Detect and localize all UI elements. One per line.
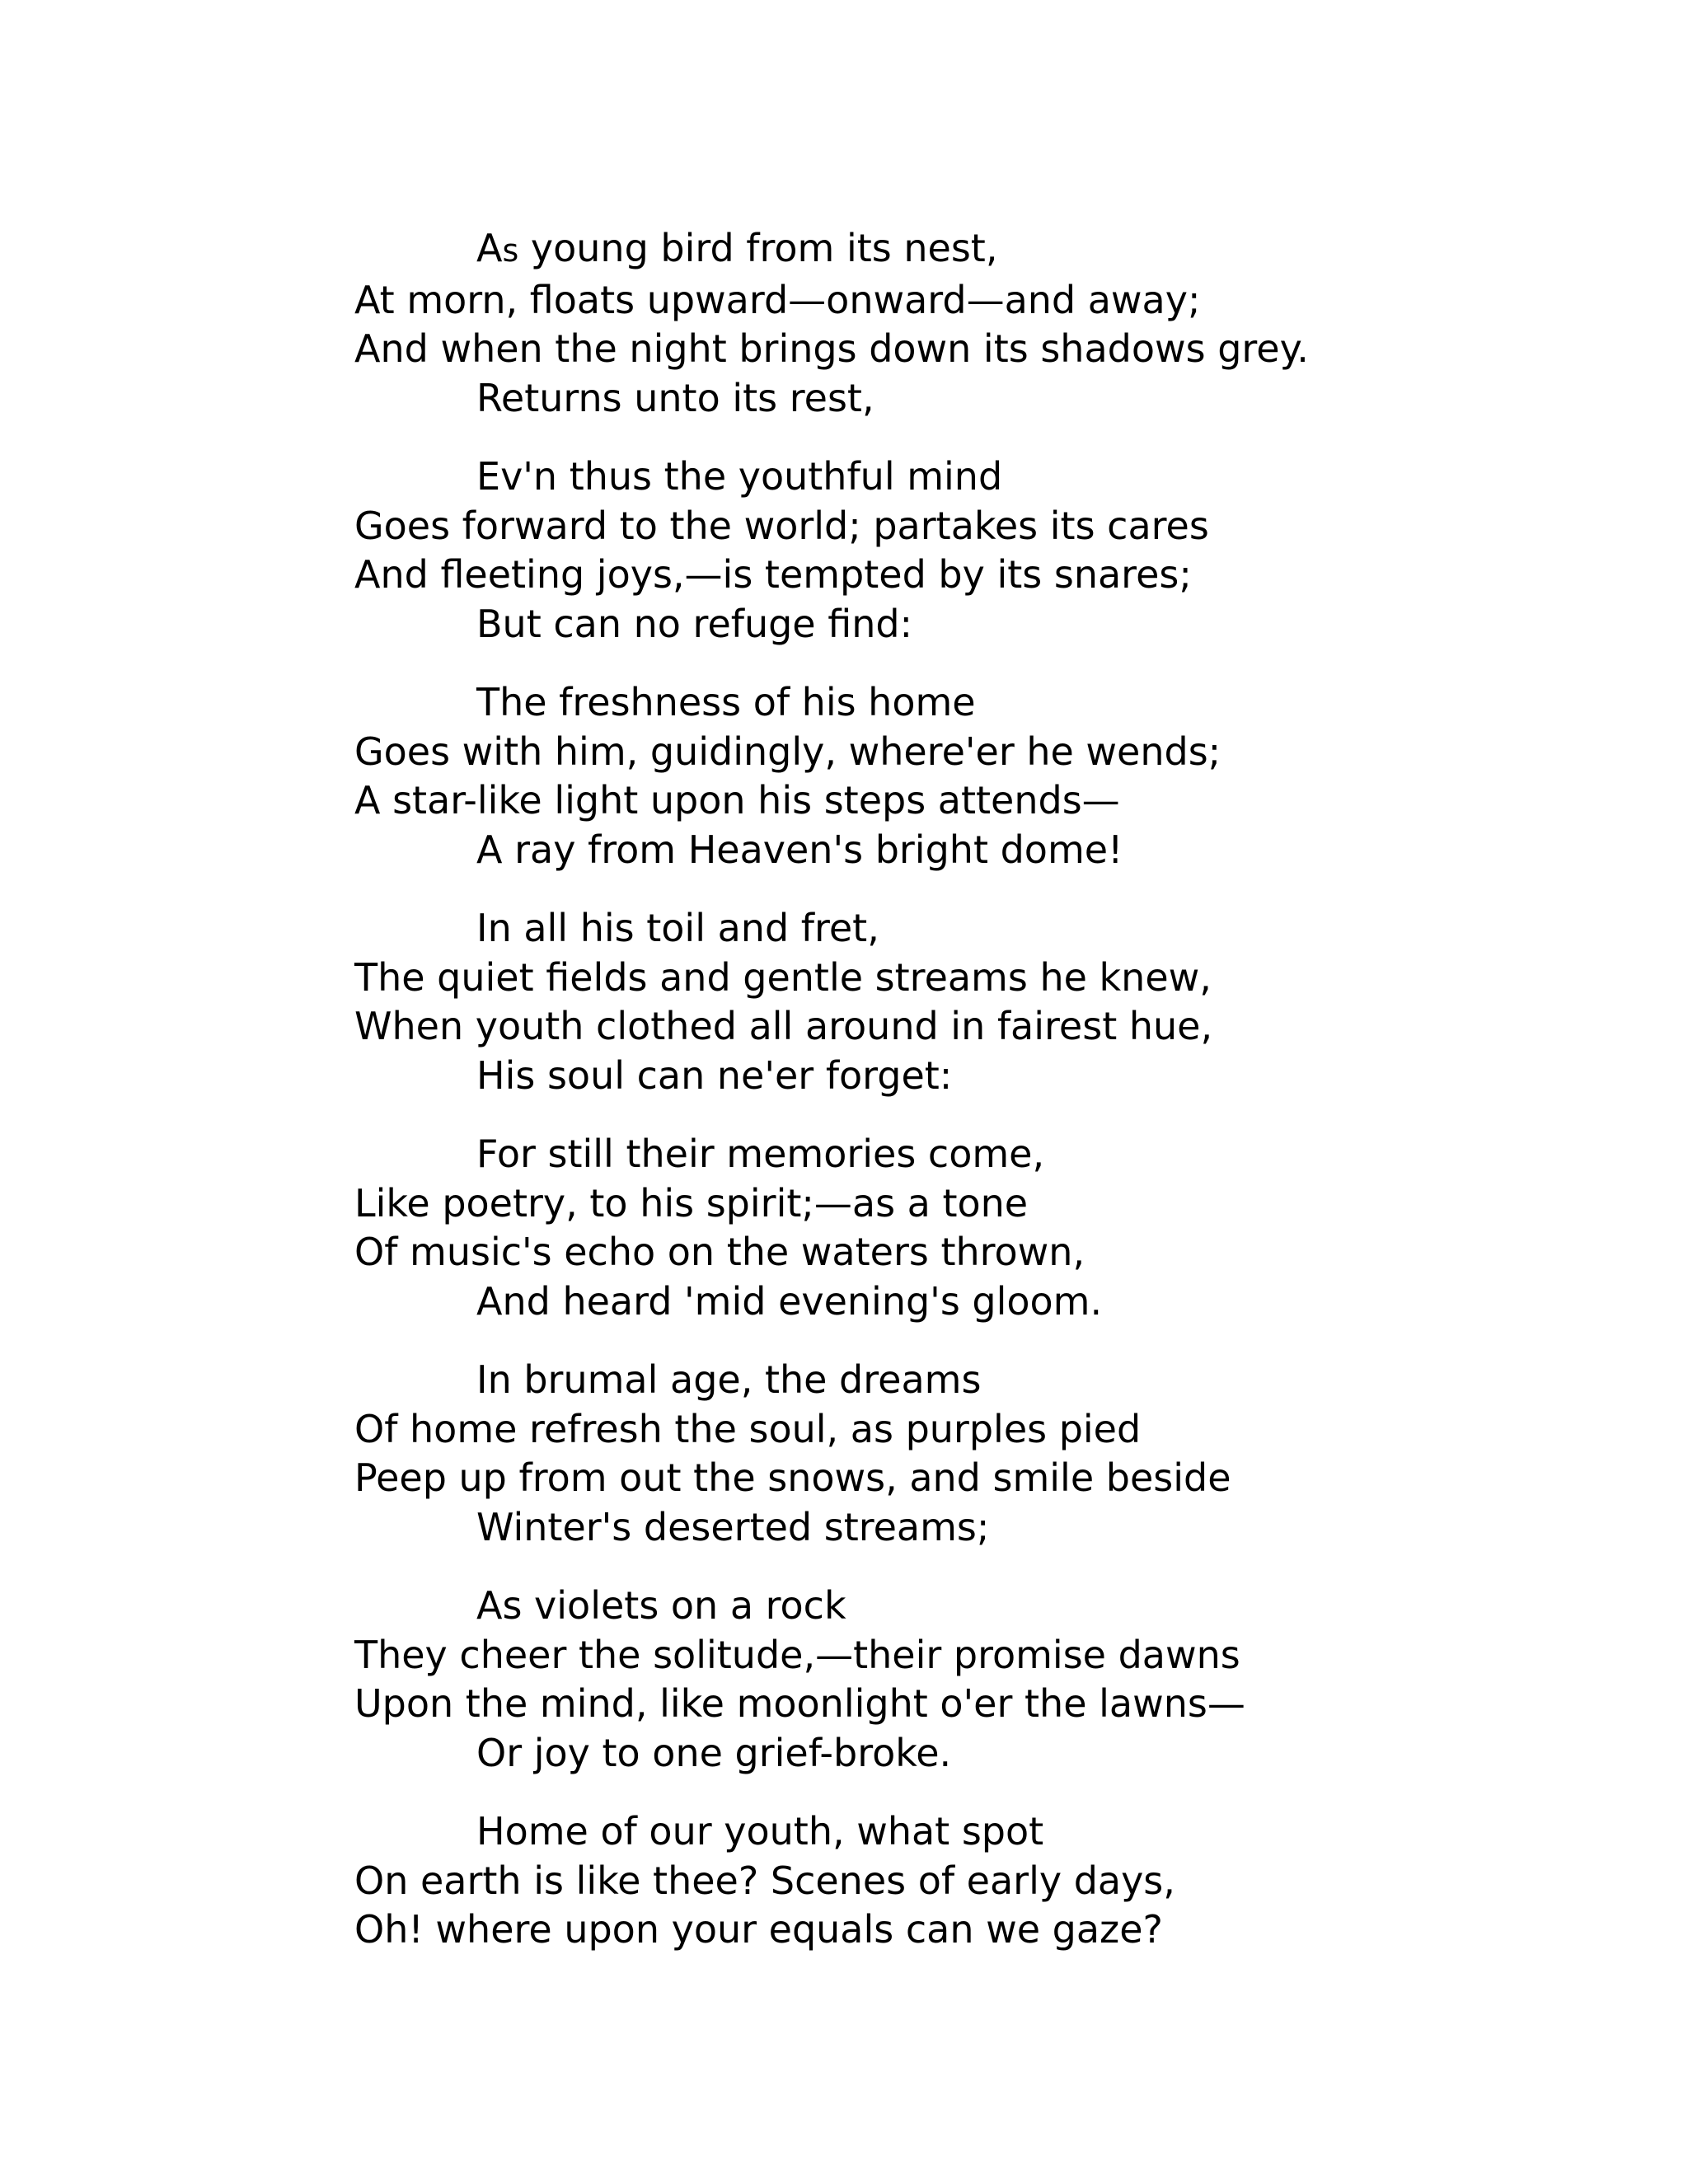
poem-line: Oh! where upon your equals can we gaze? [354,1907,1163,1952]
poem-line: In all his toil and fret, [476,906,879,950]
poem-line: Of home refresh the soul, as purples pied [354,1406,1142,1451]
opening-line-rest: young bird from its nest, [530,226,998,270]
stanza-2 [354,452,1640,649]
stanza-3 [354,678,1640,874]
stanza-6 [354,1356,1640,1552]
poem-text [354,224,1640,1985]
poem-line: Winter's deserted streams; [476,1504,990,1549]
poem-line: When youth clothed all around in fairest hue, [354,1004,1213,1048]
opening-initial: A [476,226,503,270]
stanza-7 [354,1582,1640,1778]
poem-line: And fleeting joys,—is tempted by its snares; [354,552,1192,597]
poem-line: Upon the mind, like moonlight o'er the lawns— [354,1681,1245,1726]
poem-line: A star-like light upon his steps attends— [354,778,1120,823]
poem-line: Of music's echo on the waters thrown, [354,1230,1085,1274]
poem-line: And heard 'mid evening's gloom. [476,1278,1103,1324]
stanza-5 [354,1130,1640,1326]
poem-line: Goes forward to the world; partakes its cares [354,503,1209,548]
stanza-4 [354,904,1640,1100]
poem-line: But can no refuge find: [476,601,913,646]
poem-line: As violets on a rock [476,1583,846,1628]
poem-line: His soul can ne'er forget: [476,1052,953,1098]
poem-line: They cheer the solitude,—their promise dawns [354,1632,1240,1677]
poem-line: Peep up from out the snows, and smile beside [354,1455,1231,1500]
opening-smallcaps: s [502,232,519,269]
poem-line: In brumal age, the dreams [476,1357,982,1402]
poem-line: On earth is like thee? Scenes of early days, [354,1858,1175,1903]
poem-line: Goes with him, guidingly, where'er he wends; [354,729,1221,774]
poem-line: The freshness of his home [476,680,976,724]
stanza-1 [354,224,1640,423]
poem-line: Or joy to one grief-broke. [476,1730,952,1775]
poem-line: Home of our youth, what spot [476,1809,1044,1854]
poem-line: The quiet fields and gentle streams he knew, [354,954,1212,1000]
poem-line: And when the night brings down its shadows grey. [354,326,1309,371]
stanza-8 [354,1807,1640,1955]
poem-line: Like poetry, to his spirit;—as a tone [354,1180,1029,1226]
poem-line: At morn, floats upward—onward—and away; [354,277,1201,322]
poem-line: A ray from Heaven's bright dome! [476,827,1123,872]
poem-line: Ev'n thus the youthful mind [476,454,1003,499]
poem-line-opening [354,224,1640,276]
poem-line: For still their memories come, [476,1132,1045,1176]
poem-line: Returns unto its rest, [476,375,874,420]
